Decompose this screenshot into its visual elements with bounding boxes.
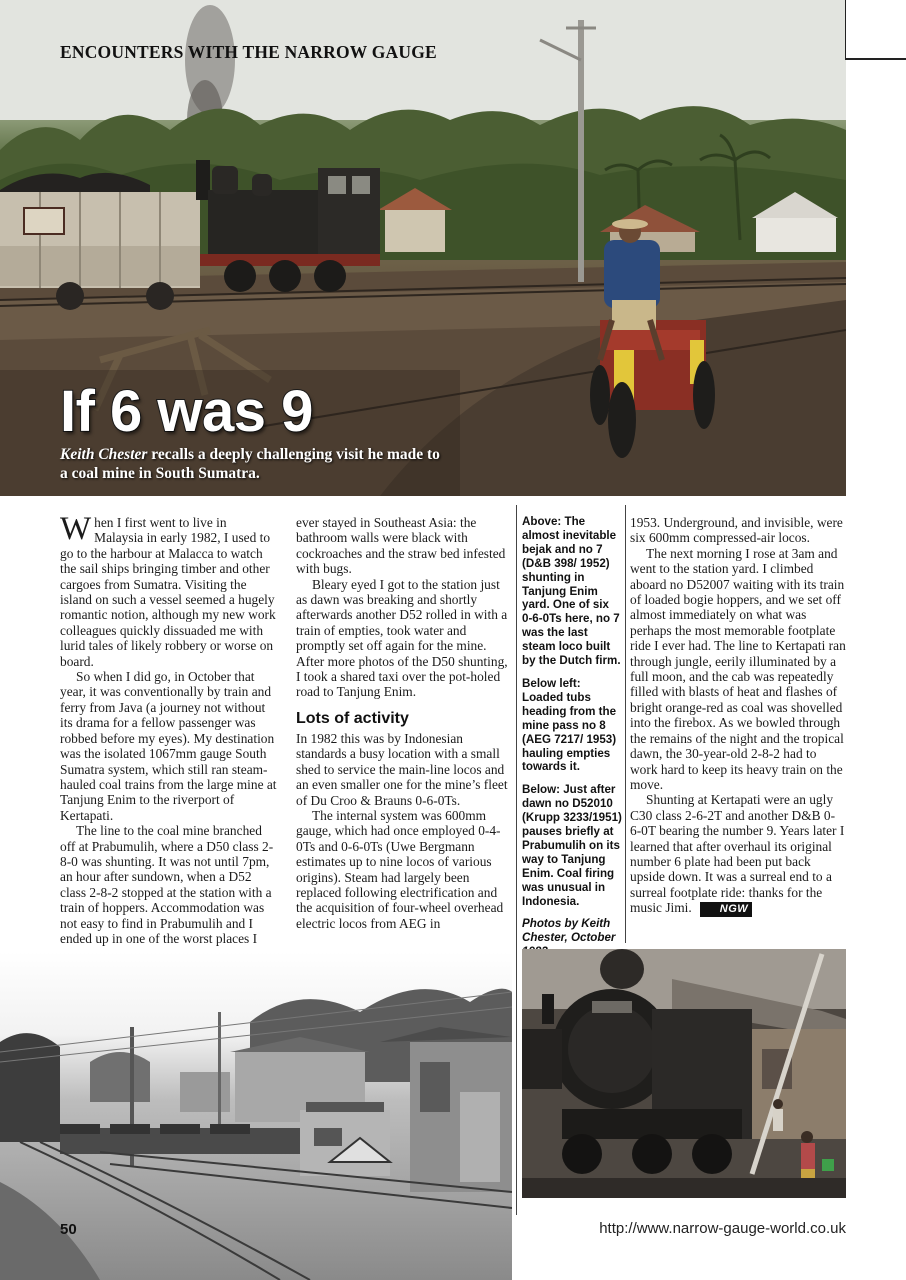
photo-caption: Below left: Loaded tubs heading from the mine pass no 8 (AEG 7217/ 1953) hauling empties towards it. [522, 676, 617, 774]
body-paragraph: So when I did go, in October that year, it was conventionally by train and ferry from Java (a journey not without its drama for a fellow passenger was robbed before my eyes). My destination was the isolated 1067mm gauge South Sumatra system, which still ran steam-hauled coal trains from the large mine at Tanjung Enim to the riverport of Kertapati. [60, 669, 277, 823]
standfirst-text: recalls a deeply challenging visit he made to a coal mine in South Sumatra. [60, 446, 440, 482]
article-headline: If 6 was 9 [60, 379, 313, 444]
body-paragraph: The line to the coal mine branched off at Prabumulih, where a D50 class 2-8-0 was shunting. It was not until 7pm, an hour after sundown, when a D52 class 2-8-2 stopped at the station with a train of hoppers. Accommodation was not easy to find in Prabumulih and I ended up in one of the worst places I [60, 823, 274, 946]
site-url-link[interactable]: http://www.narrow-gauge-world.co.uk [599, 1220, 846, 1237]
photo-credit: Photos by Keith Chester, October [522, 917, 616, 945]
body-column-1 [60, 511, 278, 946]
body-column-4 [630, 515, 846, 917]
hero-photo [0, 0, 846, 496]
body-paragraph: Shunting at Kertapati were an ugly C30 class 2-6-2T and another D&B 0-6-0T bearing the number 9. Years later I learned that after overhaul its original number 6 plate had been put back upside down. It was a surreal end to a surreal footplate ride: thanks for the music Jimi. NGW [630, 792, 845, 916]
column-rule [625, 505, 626, 943]
body-paragraph: When I first went to live in Malaysia in early 1982, I used to go to the harbour at Malacca to watch the sail ships bringing timber and other cargoes from Sumatra. Visiting the island on such a vessel seemed a hugely romantic notion, although my new work colleagues quickly dissuaded me with lurid tales of likely robbery or worse on board. [60, 511, 276, 669]
ngw-end-logo: NGW [700, 902, 752, 917]
body-paragraph: 1953. Underground, and invisible, were six 600mm compressed-air locos. [630, 515, 843, 546]
photo-d52010-illustration [522, 949, 846, 1198]
photo-mine-tubs-illustration [0, 952, 512, 1280]
drop-cap: W [60, 511, 92, 547]
edge-rule [845, 0, 846, 60]
captions-column [522, 515, 622, 968]
page-number: 50 [60, 1221, 77, 1238]
photo-caption: Above: The almost inevitable bejak and no 7 (D&B 398/ 1952) shunting in Tanjung Enim yard. One of six 0-6-0Ts here, no 7 was the last steam loco built by the Dutch firm. [522, 515, 621, 668]
section-subhead: Lots of activity [296, 709, 409, 727]
standfirst [60, 445, 440, 483]
body-paragraph: Bleary eyed I got to the station just as dawn was breaking and shortly afterwards another D52 rolled in with a train of empties, took water and promptly set off again for the mine. After more photos of the D50 shunting, I took a shared taxi over the pot-holed road to Tanjung Enim. [296, 576, 508, 700]
photo-caption: Below: Just after dawn no D52010 (Krupp 3233/1951) pauses briefly at Prabumulih on its way to Tanjung Enim. Coal firing was unusual in Indonesia. [522, 783, 622, 908]
column-rule [516, 505, 517, 1215]
author-name: Keith Chester [60, 446, 148, 463]
photo-mine-tubs [0, 952, 512, 1280]
edge-tab-rule [846, 58, 906, 60]
photo-d52010-loco [522, 949, 846, 1198]
body-paragraph: The next morning I rose at 3am and went to the station yard. I climbed aboard no D52007 waiting with its train of loaded bogie hoppers, and we set off almost immediately on what was perhaps the most memorable footplate ride I ever had. The line to Kertapati ran through jungle, eerily illuminated by a full moon, and the cab was repeatedly filled with blasts of heat and flashes of bright orange-red as coal was shovelled into the firebox. As we bowled through the remains of the night and the tropical dawn, the 30-year-old 2-8-2 had to work hard to keep its heavy train on the move. [630, 545, 846, 792]
body-paragraph: ever stayed in Southeast Asia: the bathroom walls were black with cockroaches and the straw bed infested with bugs. [296, 515, 506, 577]
body-column-2 [296, 515, 510, 931]
body-paragraph: The internal system was 600mm gauge, which had once employed 0-4-0Ts and 0-6-0Ts (Uwe Bergmann estimates up to nine locos of various origins). Steam had largely been replaced following electrification and the acquisition of four-wheel overhead electric locos from AEG in [296, 807, 504, 931]
body-paragraph: In 1982 this was by Indonesian standards a busy location with a small shed to service the main-line locos and an even smaller one for the mine’s fleet of Du Croo & Brauns 0-6-0Ts. [296, 730, 508, 808]
running-head: ENCOUNTERS WITH THE NARROW GAUGE [60, 42, 437, 62]
